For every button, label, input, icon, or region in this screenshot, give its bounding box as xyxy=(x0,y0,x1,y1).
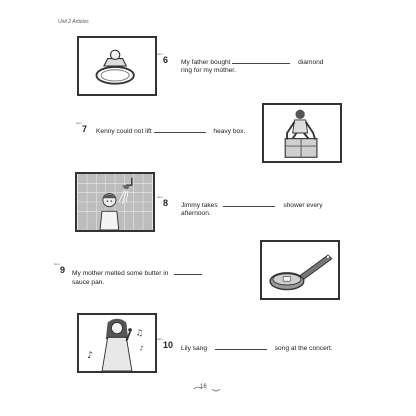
question-8-number: Item 8 xyxy=(157,195,169,208)
ring-picture xyxy=(77,36,157,96)
question-9-line-2: sauce pan. xyxy=(72,279,105,286)
question-6-number: Item 6 xyxy=(157,52,169,65)
unit-label: Unit 2 Articles xyxy=(58,19,89,25)
answer-blank[interactable] xyxy=(223,200,275,207)
page-number: 16 xyxy=(200,384,207,390)
question-6-line-2: ring for my mother. xyxy=(181,67,236,74)
singer-picture xyxy=(77,313,157,373)
saucepan-picture xyxy=(260,240,340,300)
question-8-line-2: afternoon. xyxy=(181,210,211,217)
question-7-number: Item 7 xyxy=(76,121,88,134)
question-8-line-1: Jimmy takes shower every xyxy=(181,202,323,209)
question-10-number: Item 10 xyxy=(157,337,174,350)
answer-blank[interactable] xyxy=(232,57,290,64)
svg-text:♫: ♫ xyxy=(135,327,144,338)
svg-text:♪: ♪ xyxy=(139,344,144,353)
shower-picture xyxy=(75,172,155,232)
answer-blank[interactable] xyxy=(154,126,206,133)
svg-text:♪: ♪ xyxy=(87,349,94,361)
boy-lifting-box-picture xyxy=(262,103,342,163)
question-10-line-1: Lily sang song at the concert. xyxy=(181,345,333,352)
question-7-line-1: Kenny could not lift heavy box. xyxy=(96,128,246,135)
question-9-number: Item 9 xyxy=(54,262,66,275)
question-9-line-1: My mother melted some butter in xyxy=(72,268,202,277)
answer-blank[interactable] xyxy=(174,268,202,275)
answer-blank[interactable] xyxy=(215,343,267,350)
question-6-line-1: My father bought diamond xyxy=(181,59,324,66)
page-number-ornament xyxy=(192,385,222,393)
